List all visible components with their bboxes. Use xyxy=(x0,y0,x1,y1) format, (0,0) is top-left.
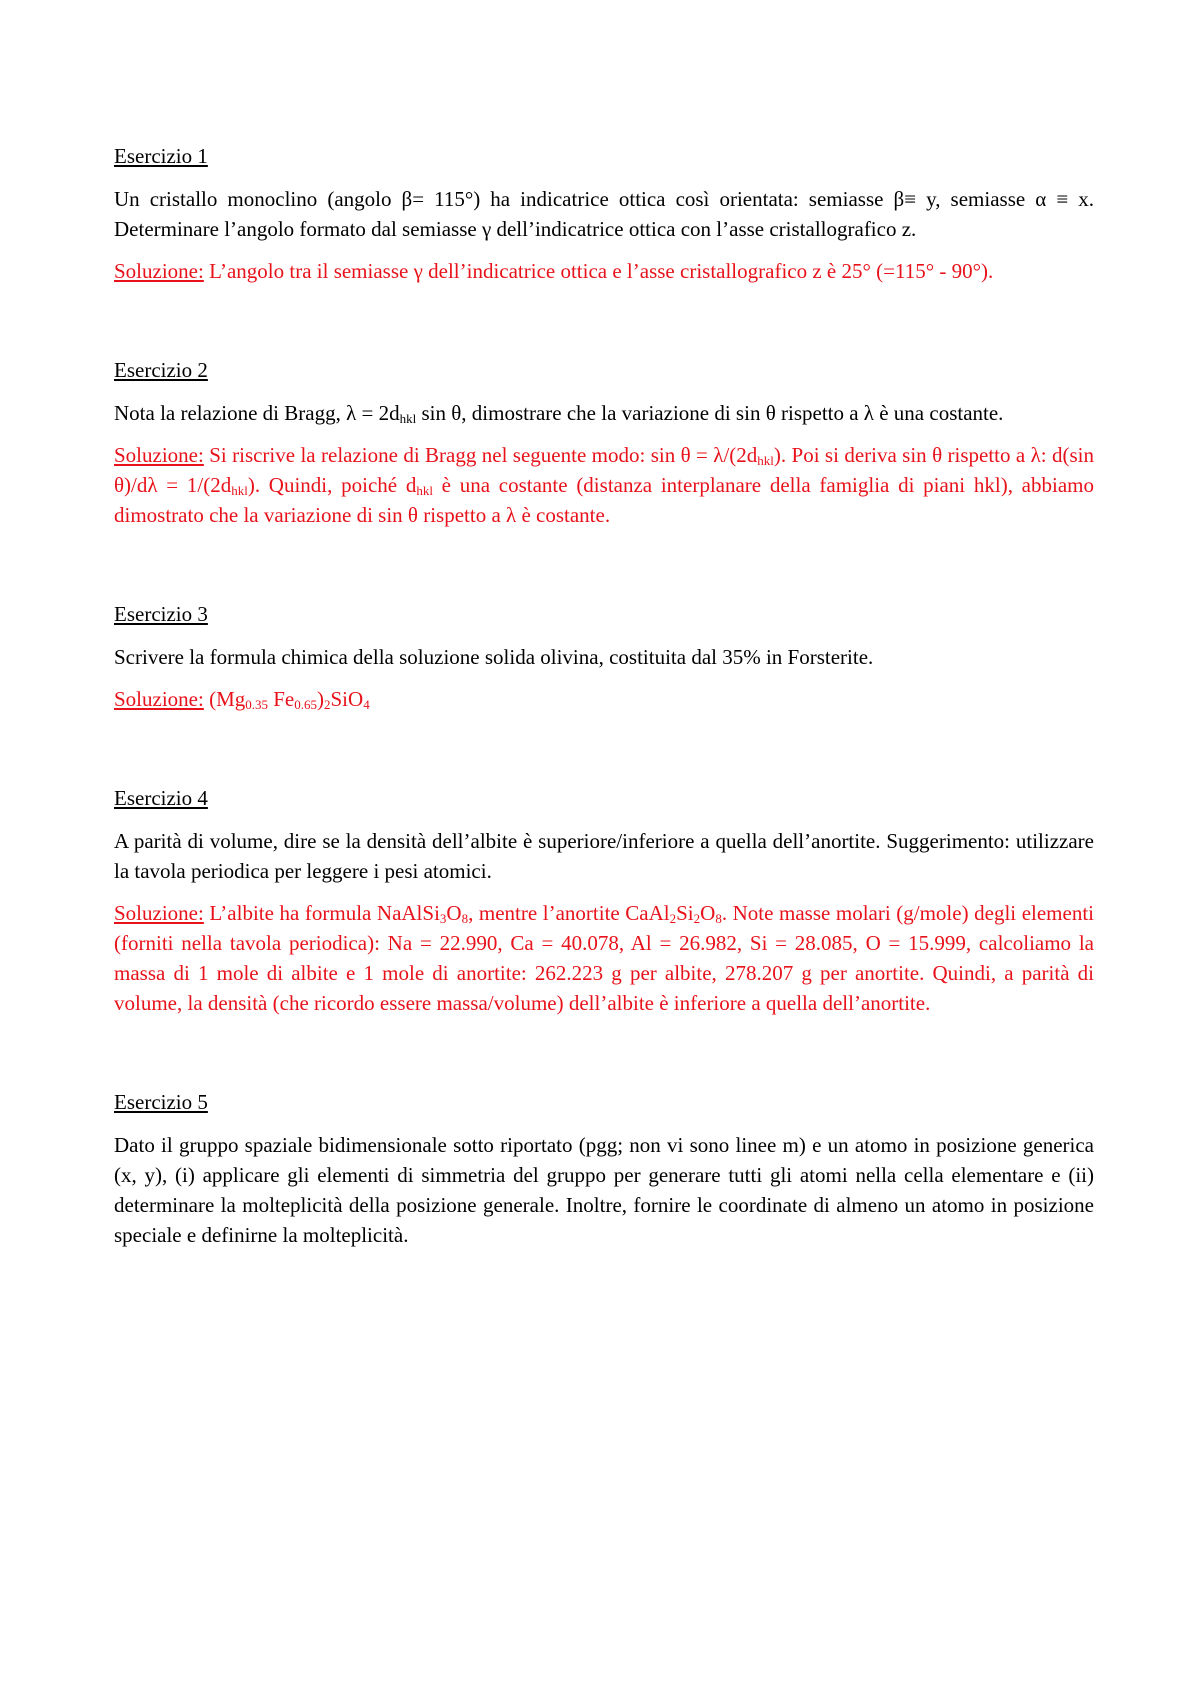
subscript-text: 2 xyxy=(693,911,701,926)
solution-label: Soluzione: xyxy=(114,443,204,467)
solution-text: L’angolo tra il semiasse γ dell’indicatrice ottica e l’asse cristallografico z è 25° (=115° - 90°). xyxy=(203,259,994,283)
subscript-text: hkl xyxy=(231,483,248,498)
subscript-text: 8 xyxy=(715,911,722,926)
section-spacer xyxy=(114,542,1094,600)
solution-text: Fe xyxy=(268,687,295,711)
exercise-question xyxy=(114,1130,1094,1250)
solution-text: ). Quindi, poiché d xyxy=(247,473,417,497)
exercise-3 xyxy=(114,600,1094,714)
exercise-solution xyxy=(114,440,1094,530)
exercise-title: Esercizio 4 xyxy=(114,786,208,810)
subscript-text: 0.35 xyxy=(245,697,268,712)
subscript-text: 0.65 xyxy=(294,697,317,712)
exercise-question xyxy=(114,184,1094,244)
exercise-title: Esercizio 5 xyxy=(114,1090,208,1114)
solution-text: Si riscrive la relazione di Bragg nel seguente modo: sin θ = λ/(2d xyxy=(203,443,758,467)
question-text: Dato il gruppo spaziale bidimensionale sotto riportato (pgg; non vi sono linee m) e un atomo in posizione generica (x, y), (i) applicare gli elementi di simmetria del gruppo per generare tutti gli atomi nella cella elementare e (ii) determinare la molteplicità della posizione generale. Inoltre, fornire le coordinate di almeno un atomo in posizione speciale e definirne la molteplicità. xyxy=(114,1133,1094,1247)
subscript-text: 2 xyxy=(324,697,331,712)
solution-text: ). Poi si deriva sin θ rispetto a λ: d(sin θ)/dλ = 1/(2d xyxy=(114,443,1094,497)
question-text: Un cristallo monoclino (angolo β= 115°) ha indicatrice ottica così orientata: semiasse β≡ y, semiasse α ≡ x. Determinare l’angolo formato dal semiasse γ dell’indicatrice ottica con l’asse cristallografico z. xyxy=(114,187,1094,241)
solution-text: SiO xyxy=(330,687,364,711)
solution-text: , mentre l’anortite CaAl xyxy=(468,901,670,925)
exercise-question xyxy=(114,826,1094,886)
exercise-solution xyxy=(114,898,1094,1018)
exercise-solution xyxy=(114,256,1094,286)
exercise-1 xyxy=(114,142,1094,286)
subscript-text: 3 xyxy=(439,911,447,926)
subscript-text: 4 xyxy=(363,697,370,712)
question-text: A parità di volume, dire se la densità dell’albite è superiore/inferiore a quella dell’anortite. Suggerimento: utilizzare la tavola periodica per leggere i pesi atomici. xyxy=(114,829,1094,883)
solution-text: ) xyxy=(317,687,324,711)
solution-text: . Note masse molari (g/mole) degli elementi (forniti nella tavola periodica): Na = 22.990, Ca = 40.078, Al = 26.982, Si = 28.085, O = 15.999, calcoliamo la massa di 1 mole di albite e 1 mole di anortite: 262.223 g per albite, 278.207 g per anortite. Quindi, a parità di volume, la densità (che ricordo essere massa/volume) dell’albite è inferiore a quella dell’anortite. xyxy=(114,901,1094,1015)
subscript-text: 8 xyxy=(461,911,469,926)
subscript-text: hkl xyxy=(416,483,433,498)
exercise-question xyxy=(114,642,1094,672)
section-spacer xyxy=(114,1030,1094,1088)
section-spacer xyxy=(114,726,1094,784)
document-page xyxy=(114,142,1094,1262)
question-text: sin θ, dimostrare che la variazione di sin θ rispetto a λ è una costante. xyxy=(416,401,1004,425)
solution-text: O xyxy=(446,901,462,925)
exercise-list xyxy=(114,142,1094,1250)
section-spacer xyxy=(114,298,1094,356)
solution-label: Soluzione: xyxy=(114,687,204,711)
exercise-solution xyxy=(114,684,1094,714)
solution-label: Soluzione: xyxy=(114,901,204,925)
solution-text: (Mg xyxy=(203,687,246,711)
question-text: Scrivere la formula chimica della soluzione solida olivina, costituita dal 35% in Forsterite. xyxy=(114,645,874,669)
solution-text: L’albite ha formula NaAlSi xyxy=(203,901,440,925)
exercise-question xyxy=(114,398,1094,428)
exercise-title: Esercizio 2 xyxy=(114,358,208,382)
solution-text: Si xyxy=(676,901,694,925)
exercise-5 xyxy=(114,1088,1094,1250)
solution-text: O xyxy=(700,901,716,925)
exercise-2 xyxy=(114,356,1094,530)
question-text: Nota la relazione di Bragg, λ = 2d xyxy=(114,401,400,425)
solution-text: è una costante (distanza interplanare della famiglia di piani hkl), abbiamo dimostrato che la variazione di sin θ rispetto a λ è costante. xyxy=(114,473,1094,527)
exercise-title: Esercizio 1 xyxy=(114,144,208,168)
subscript-text: hkl xyxy=(399,411,417,426)
subscript-text: 2 xyxy=(669,911,677,926)
subscript-text: hkl xyxy=(757,453,774,468)
solution-label: Soluzione: xyxy=(114,259,204,283)
exercise-title: Esercizio 3 xyxy=(114,602,208,626)
exercise-4 xyxy=(114,784,1094,1018)
